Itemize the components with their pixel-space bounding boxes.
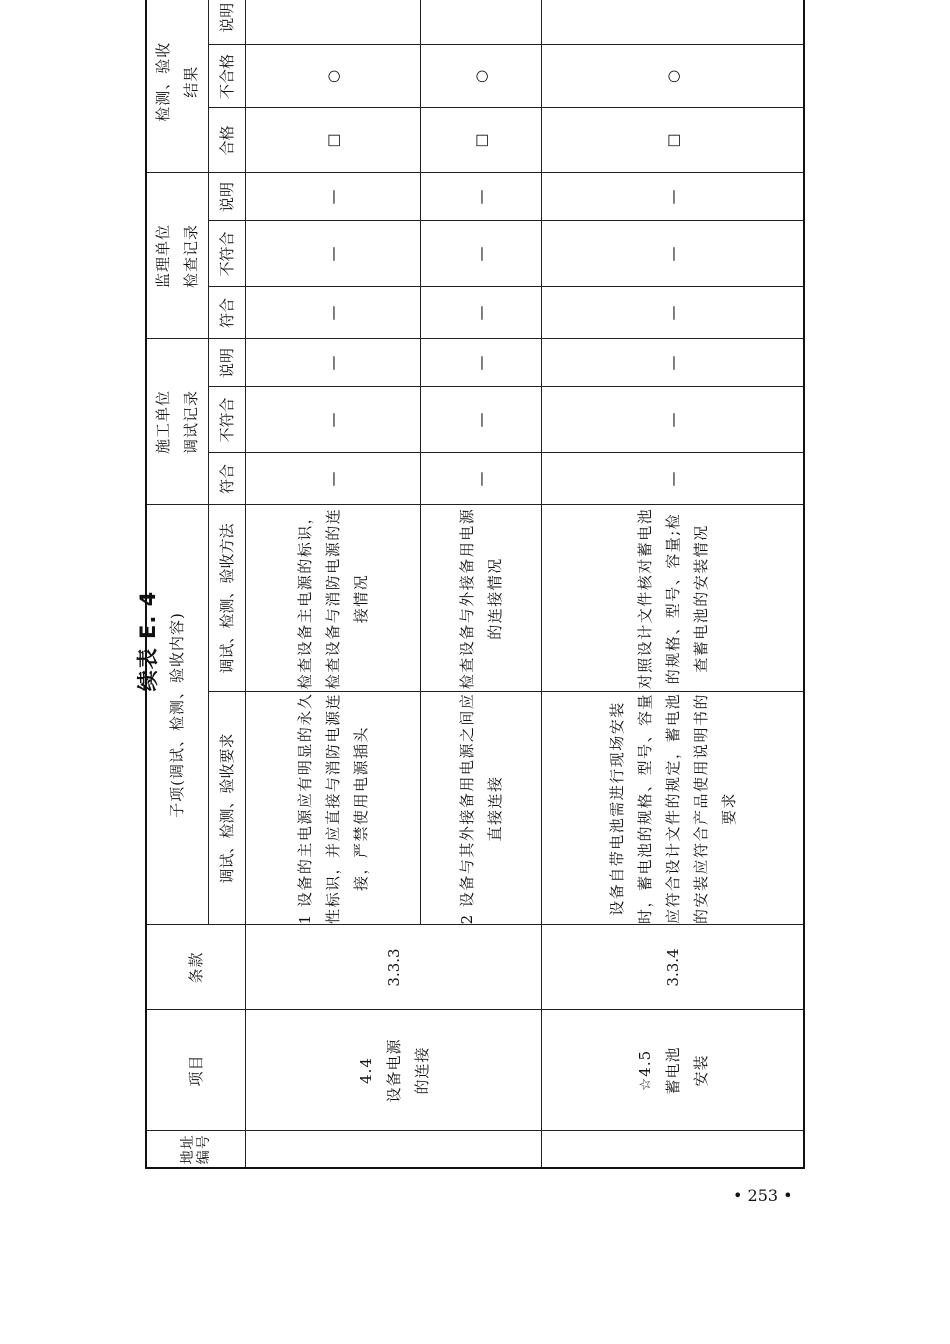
address-cell: [246, 1131, 542, 1168]
s-note-cell: —: [421, 173, 542, 221]
header-pass: 合格: [208, 108, 245, 173]
pass-checkbox[interactable]: □: [421, 108, 542, 173]
s-nonconform-cell: —: [421, 221, 542, 287]
req-cell: 1 设备的主电源应有明显的永久性标识，并应直接与消防电源连接，严禁使用电源插头: [246, 692, 421, 925]
fail-radio[interactable]: ○: [542, 45, 804, 108]
header-subitem: 子项(调试、检测、验收内容): [146, 505, 208, 925]
address-cell: [542, 1131, 804, 1168]
c-conform-cell: —: [246, 453, 421, 505]
header-fail: 不合格: [208, 45, 245, 108]
table-row: [246, 0, 421, 1168]
req-cell: 设备自带电池需进行现场安装时，蓄电池的规格、型号、容量应符合设计文件的规定，蓄电池的安装应符合产品使用说明书的要求: [542, 692, 804, 925]
c-nonconform-cell: —: [246, 387, 421, 453]
method-cell: 检查设备与外接备用电源的连接情况: [421, 505, 542, 692]
header-r-note: 说明: [208, 0, 245, 45]
header-c-note: 说明: [208, 339, 245, 387]
s-note-cell: —: [542, 173, 804, 221]
pass-checkbox[interactable]: □: [246, 108, 421, 173]
header-s-nonconform: 不符合: [208, 221, 245, 287]
header-supervision: 监理单位 检查记录: [146, 173, 208, 339]
fail-radio[interactable]: ○: [421, 45, 542, 108]
header-address: 地址编号: [146, 1131, 246, 1168]
fail-radio[interactable]: ○: [246, 45, 421, 108]
method-cell: 检查设备主电源的标识，检查设备与消防电源的连接情况: [246, 505, 421, 692]
item-cell: 4.4 设备电源 的连接: [246, 1010, 542, 1131]
c-note-cell: —: [421, 339, 542, 387]
s-conform-cell: —: [421, 287, 542, 339]
header-s-conform: 符合: [208, 287, 245, 339]
s-conform-cell: —: [542, 287, 804, 339]
result-note-cell: [421, 0, 542, 45]
clause-cell: 3.3.4: [542, 925, 804, 1010]
result-note-cell: [246, 0, 421, 45]
table-title: 续表 E. 4: [136, 590, 160, 692]
c-note-cell: —: [246, 339, 421, 387]
clause-cell: 3.3.3: [246, 925, 542, 1010]
result-note-cell: [542, 0, 804, 45]
s-nonconform-cell: —: [246, 221, 421, 287]
s-nonconform-cell: —: [542, 221, 804, 287]
s-note-cell: —: [246, 173, 421, 221]
s-conform-cell: —: [246, 287, 421, 339]
header-clause: 条款: [146, 925, 246, 1010]
header-result: 检测、验收 结果: [146, 0, 208, 173]
item-cell: ☆4.5 蓄电池 安装: [542, 1010, 804, 1131]
c-conform-cell: —: [421, 453, 542, 505]
header-construction: 施工单位 调试记录: [146, 339, 208, 505]
c-nonconform-cell: —: [542, 387, 804, 453]
header-req: 调试、检测、验收要求: [208, 692, 245, 925]
c-note-cell: —: [542, 339, 804, 387]
header-c-nonconform: 不符合: [208, 387, 245, 453]
header-item: 项目: [146, 1010, 246, 1131]
inspection-table: [145, 2, 805, 1169]
header-method: 调试、检测、验收方法: [208, 505, 245, 692]
pass-checkbox[interactable]: □: [542, 108, 804, 173]
page-number: • 253 •: [733, 1186, 793, 1205]
table-row: [542, 0, 804, 1168]
c-conform-cell: —: [542, 453, 804, 505]
req-cell: 2 设备与其外接备用电源之间应直接连接: [421, 692, 542, 925]
c-nonconform-cell: —: [421, 387, 542, 453]
header-s-note: 说明: [208, 173, 245, 221]
method-cell: 对照设计文件核对蓄电池的规格、型号、容量;检查蓄电池的安装情况: [542, 505, 804, 692]
header-c-conform: 符合: [208, 453, 245, 505]
